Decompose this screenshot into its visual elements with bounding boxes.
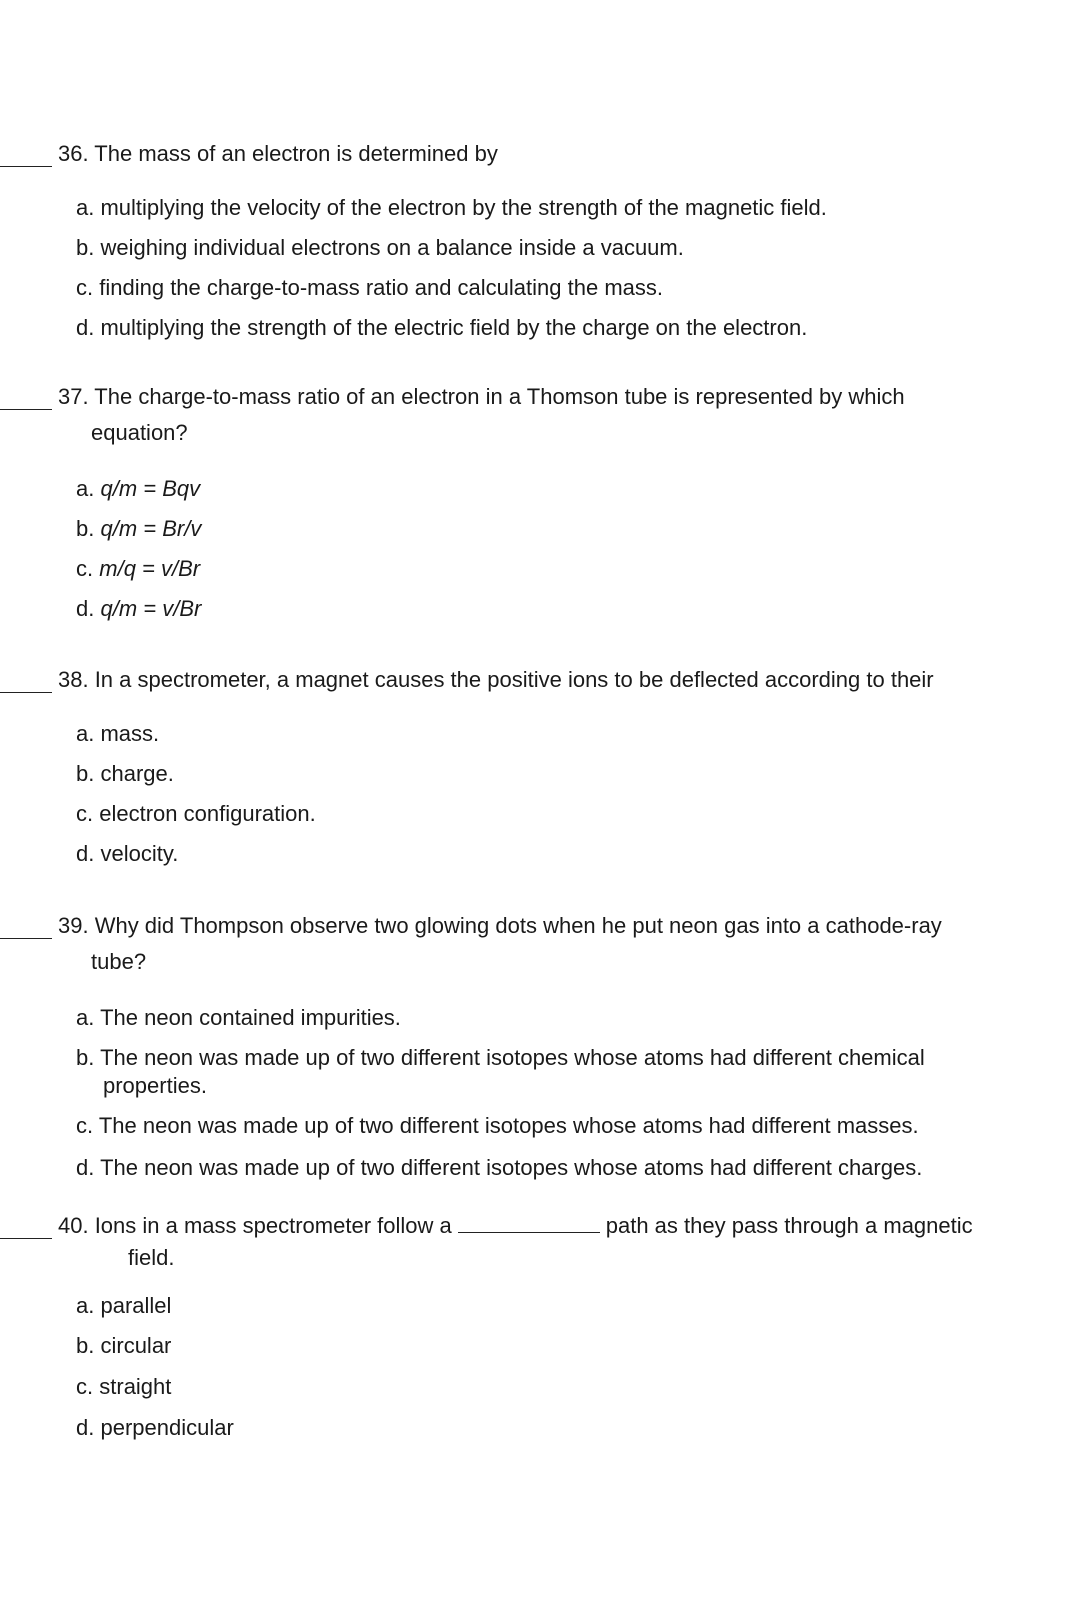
- question-stem: 39. Why did Thompson observe two glowing dots when he put neon gas into a cathode-ray: [58, 913, 942, 938]
- choice-letter: c.: [76, 1113, 94, 1138]
- choice-b: [76, 1045, 925, 1071]
- choice-letter: c.: [76, 556, 94, 581]
- choice-a: [76, 1005, 401, 1031]
- choice-letter: d.: [76, 1415, 95, 1440]
- fill-in-blank[interactable]: [458, 1214, 600, 1233]
- answer-blank[interactable]: [0, 166, 52, 167]
- question-stem: 36. The mass of an electron is determined by: [58, 141, 498, 166]
- choice-text: circular: [100, 1333, 172, 1358]
- choice-letter: a.: [76, 1005, 95, 1030]
- choice-text: straight: [99, 1374, 172, 1399]
- choice-text: multiplying the velocity of the electron by the strength of the magnetic field.: [100, 195, 827, 220]
- answer-blank[interactable]: [0, 692, 52, 693]
- choice-letter: b.: [76, 516, 95, 541]
- choice-letter: a.: [76, 195, 95, 220]
- choice-a: [76, 476, 200, 502]
- choice-c: [76, 1113, 919, 1139]
- choice-text: weighing individual electrons on a balance inside a vacuum.: [100, 235, 684, 260]
- choice-letter: b.: [76, 1333, 95, 1358]
- choice-letter: b.: [76, 761, 95, 786]
- choice-b: [76, 1333, 171, 1359]
- choice-letter: c.: [76, 1374, 94, 1399]
- choice-letter: a.: [76, 1293, 95, 1318]
- question-stem: 38. In a spectrometer, a magnet causes the positive ions to be deflected according to their: [58, 667, 934, 692]
- choice-c: [76, 275, 663, 301]
- choice-text: mass.: [100, 721, 160, 746]
- choice-letter: d.: [76, 841, 95, 866]
- choice-letter: a.: [76, 476, 95, 501]
- choice-text: perpendicular: [100, 1415, 234, 1440]
- choice-text: The neon contained impurities.: [100, 1005, 401, 1030]
- choice-c: [76, 1374, 171, 1400]
- choice-d: [76, 1415, 234, 1441]
- choice-text: velocity.: [100, 841, 179, 866]
- choice-c: [76, 556, 200, 582]
- question-stem: [58, 1213, 973, 1239]
- choice-letter: d.: [76, 315, 95, 340]
- choice-letter: c.: [76, 801, 94, 826]
- question-stem-end: path as they pass through a magnetic: [605, 1213, 973, 1238]
- choice-letter: b.: [76, 235, 95, 260]
- choice-b: [76, 235, 684, 261]
- choice-a: [76, 1293, 171, 1319]
- choice-text: The neon was made up of two different isotopes whose atoms had different charges.: [100, 1155, 923, 1180]
- choice-a: [76, 195, 827, 221]
- choice-d: [76, 315, 807, 341]
- choice-letter: b.: [76, 1045, 95, 1070]
- choice-text: The neon was made up of two different isotopes whose atoms had different masses.: [98, 1113, 919, 1138]
- choice-letter: c.: [76, 275, 94, 300]
- choice-text: electron configuration.: [99, 801, 316, 826]
- choice-a: [76, 721, 159, 747]
- choice-text: q/m = v/Br: [100, 596, 202, 621]
- choice-text: m/q = v/Br: [99, 556, 201, 581]
- choice-letter: d.: [76, 1155, 95, 1180]
- answer-blank[interactable]: [0, 1238, 52, 1239]
- choice-c: [76, 801, 316, 827]
- choice-text: The neon was made up of two different isotopes whose atoms had different chemical: [100, 1045, 925, 1070]
- choice-text: parallel: [100, 1293, 172, 1318]
- choice-text: finding the charge-to-mass ratio and calculating the mass.: [99, 275, 663, 300]
- question-stem-start: 40. Ions in a mass spectrometer follow a: [58, 1213, 452, 1238]
- choice-text: multiplying the strength of the electric field by the charge on the electron.: [100, 315, 808, 340]
- answer-blank[interactable]: [0, 409, 52, 410]
- choice-b: [76, 516, 201, 542]
- choice-d: [76, 1155, 922, 1181]
- answer-blank[interactable]: [0, 938, 52, 939]
- question-stem-continued: field.: [128, 1245, 175, 1270]
- choice-d: [76, 841, 178, 867]
- choice-text: charge.: [100, 761, 174, 786]
- choice-text: q/m = Bqv: [100, 476, 201, 501]
- question-stem: 37. The charge-to-mass ratio of an electron in a Thomson tube is represented by which: [58, 384, 905, 409]
- choice-text: q/m = Br/v: [100, 516, 202, 541]
- choice-letter: a.: [76, 721, 95, 746]
- choice-letter: d.: [76, 596, 95, 621]
- choice-b: [76, 761, 174, 787]
- question-stem-continued: tube?: [91, 949, 147, 974]
- question-stem-continued: equation?: [91, 420, 188, 445]
- choice-d: [76, 596, 201, 622]
- choice-b-continued: properties.: [103, 1073, 207, 1098]
